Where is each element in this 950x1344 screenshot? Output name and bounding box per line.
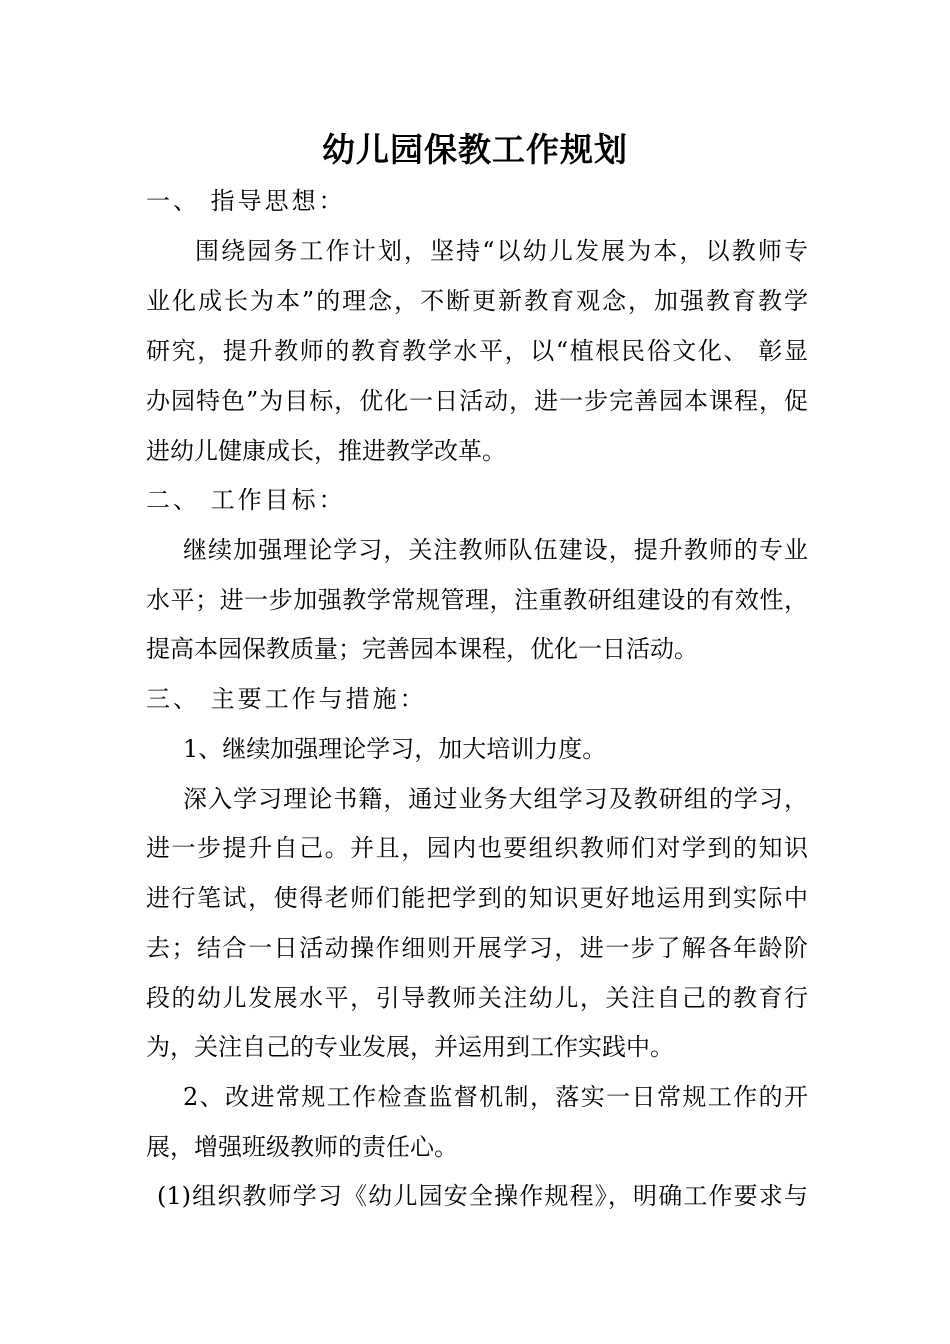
- section-heading-main-work: 三、 主要工作与措施：: [146, 685, 427, 713]
- paragraph-line: 为，关注自己的专业发展，并运用到工作实践中。: [146, 1033, 674, 1061]
- paragraph-line: 业化成长为本”的理念，不断更新教育观念，加强教育教学: [146, 287, 808, 315]
- paragraph-line: 继续加强理论学习，关注教师队伍建设，提升教师的专业: [183, 536, 808, 564]
- document-title: 幼儿园保教工作规划: [322, 130, 628, 169]
- paragraph-line: 水平；进一步加强教学常规管理，注重教研组建设的有效性，: [146, 586, 808, 614]
- paragraph-line: 深入学习理论书籍，通过业务大组学习及教研组的学习，: [183, 785, 808, 813]
- list-item-1: (1)组织教师学习《幼儿园安全操作规程》，明确工作要求与: [157, 1182, 808, 1210]
- section-heading-work-goals: 二、 工作目标：: [146, 486, 346, 514]
- paragraph-line: 段的幼儿发展水平，引导教师关注幼儿，关注自己的教育行: [146, 984, 808, 1012]
- paragraph-line: 研究，提升教师的教育教学水平，以“植根民俗文化、 彰显: [146, 337, 808, 365]
- paragraph-line: 进行笔试，使得老师们能把学到的知识更好地运用到实际中: [146, 884, 808, 912]
- paragraph-line: 提高本园保教质量；完善园本课程，优化一日活动。: [146, 635, 698, 663]
- paragraph-line: 围绕园务工作计划，坚持“以幼儿发展为本，以教师专: [195, 237, 808, 265]
- paragraph-line: 展，增强班级教师的责任心。: [146, 1133, 458, 1161]
- paragraph-line: 去；结合一日活动操作细则开展学习，进一步了解各年龄阶: [146, 934, 808, 962]
- paragraph-line: 进一步提升自己。并且，园内也要组织教师们对学到的知识: [146, 834, 808, 862]
- paragraph-line: 进幼儿健康成长，推进教学改革。: [146, 437, 506, 465]
- subsection-heading-1: 1、继续加强理论学习，加大培训力度。: [183, 735, 607, 763]
- subsection-heading-2: 2、改进常规工作检查监督机制，落实一日常规工作的开: [183, 1083, 808, 1111]
- paragraph-line: 办园特色”为目标，优化一日活动，进一步完善园本课程，促: [146, 387, 808, 415]
- section-heading-guiding-thought: 一、 指导思想：: [146, 187, 346, 215]
